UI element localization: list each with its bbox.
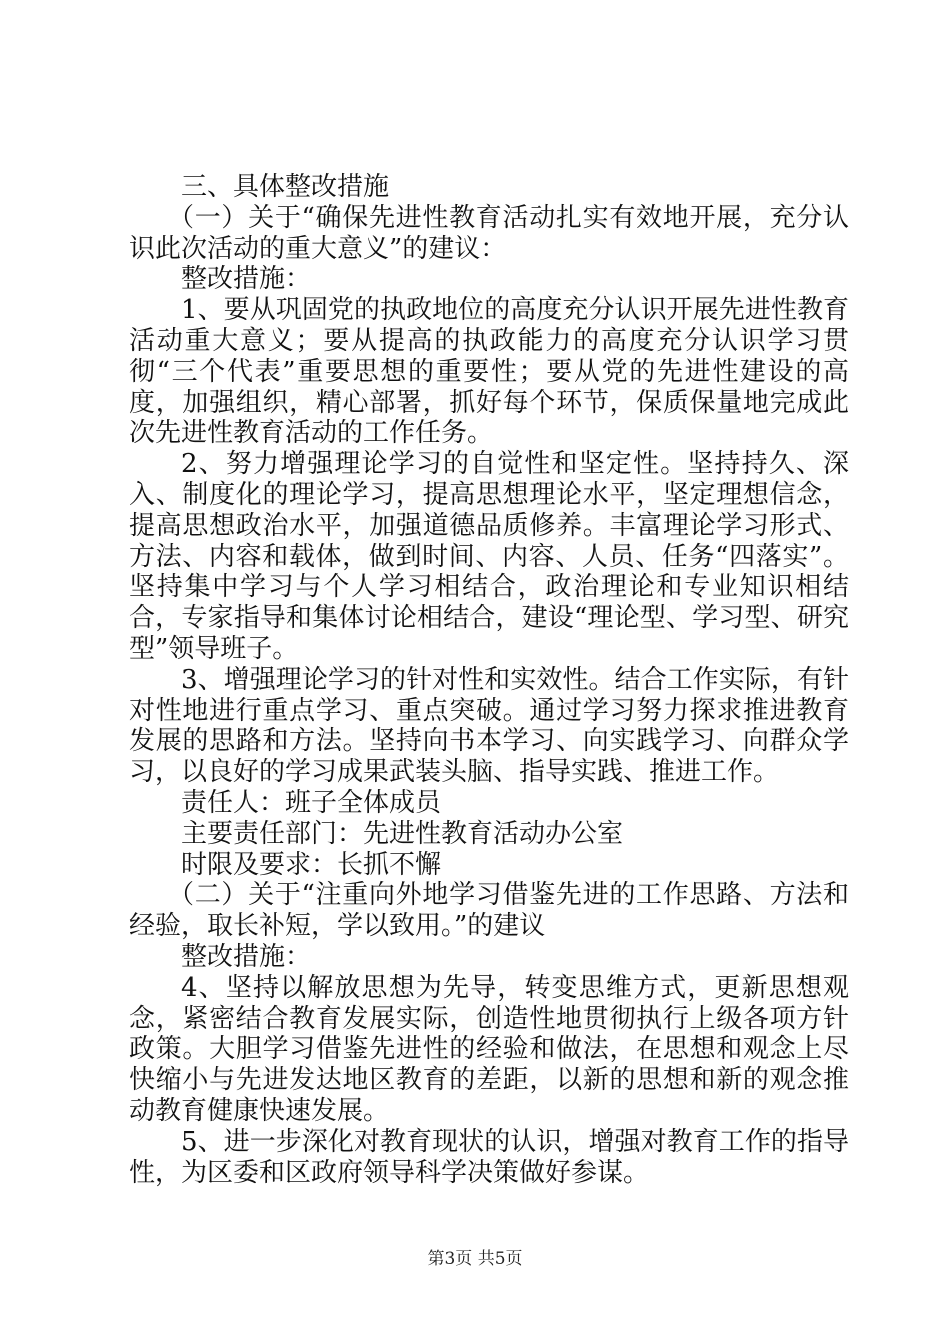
page-number: 第3页 共5页 [427,1249,523,1269]
measure-paragraph-2: 2、努力增强理论学习的自觉性和坚定性。坚持持久、深入、制度化的理论学习，提高思想理论水平，坚定理想信念，提高思想政治水平，加强道德品质修养。丰富理论学习形式、方法、内容和载体，做到时间、内容、人员、任务“四落实”。坚持集中学习与个人学习相结合，政治理论和专业知识相结合，专家指导和集体讨论相结合，建设“理论型、学习型、研究型”领导班子。 [129,449,849,664]
measure-paragraph-1: 1、要从巩固党的执政地位的高度充分认识开展先进性教育活动重大意义；要从提高的执政能力的高度充分认识学习贯彻“三个代表”重要思想的重要性；要从党的先进性建设的高度，加强组织，精心部署，抓好每个环节，保质保量地完成此次先进性教育活动的工作任务。 [129,295,849,449]
deadline-requirement: 时限及要求：长抓不懈 [181,849,442,880]
responsible-department: 主要责任部门：先进性教育活动办公室 [181,818,624,849]
measure-paragraph-3: 3、增强理论学习的针对性和实效性。结合工作实际，有针对性地进行重点学习、重点突破。通过学习努力探求推进教育发展的思路和方法。坚持向书本学习、向实践学习、向群众学习，以良好的学习成果武装头脑、指导实践、推进工作。 [129,664,849,788]
measure-paragraph-5: 5、进一步深化对教育现状的认识，增强对教育工作的指导性，为区委和区政府领导科学决策做好参谋。 [129,1126,849,1188]
subsection-heading-1: （一）关于“确保先进性教育活动扎实有效地开展，充分认识此次活动的重大意义”的建议： [129,202,849,264]
section-heading: 三、具体整改措施 [181,172,390,202]
page-footer [0,1244,950,1269]
measure-paragraph-4: 4、坚持以解放思想为先导，转变思维方式，更新思想观念，紧密结合教育发展实际，创造性地贯彻执行上级各项方针政策。大胆学习借鉴先进性的经验和做法，在思想和观念上尽快缩小与先进发达地区教育的差距，以新的思想和新的观念推动教育健康快速发展。 [129,972,849,1126]
responsible-person: 责任人：班子全体成员 [181,787,442,818]
document-body [129,172,849,1188]
subsection-heading-2: （二）关于“注重向外地学习借鉴先进的工作思路、方法和经验，取长补短，学以致用。”的建议 [129,880,849,942]
measures-label-2: 整改措施： [181,941,312,972]
measures-label-1: 整改措施： [181,264,312,295]
